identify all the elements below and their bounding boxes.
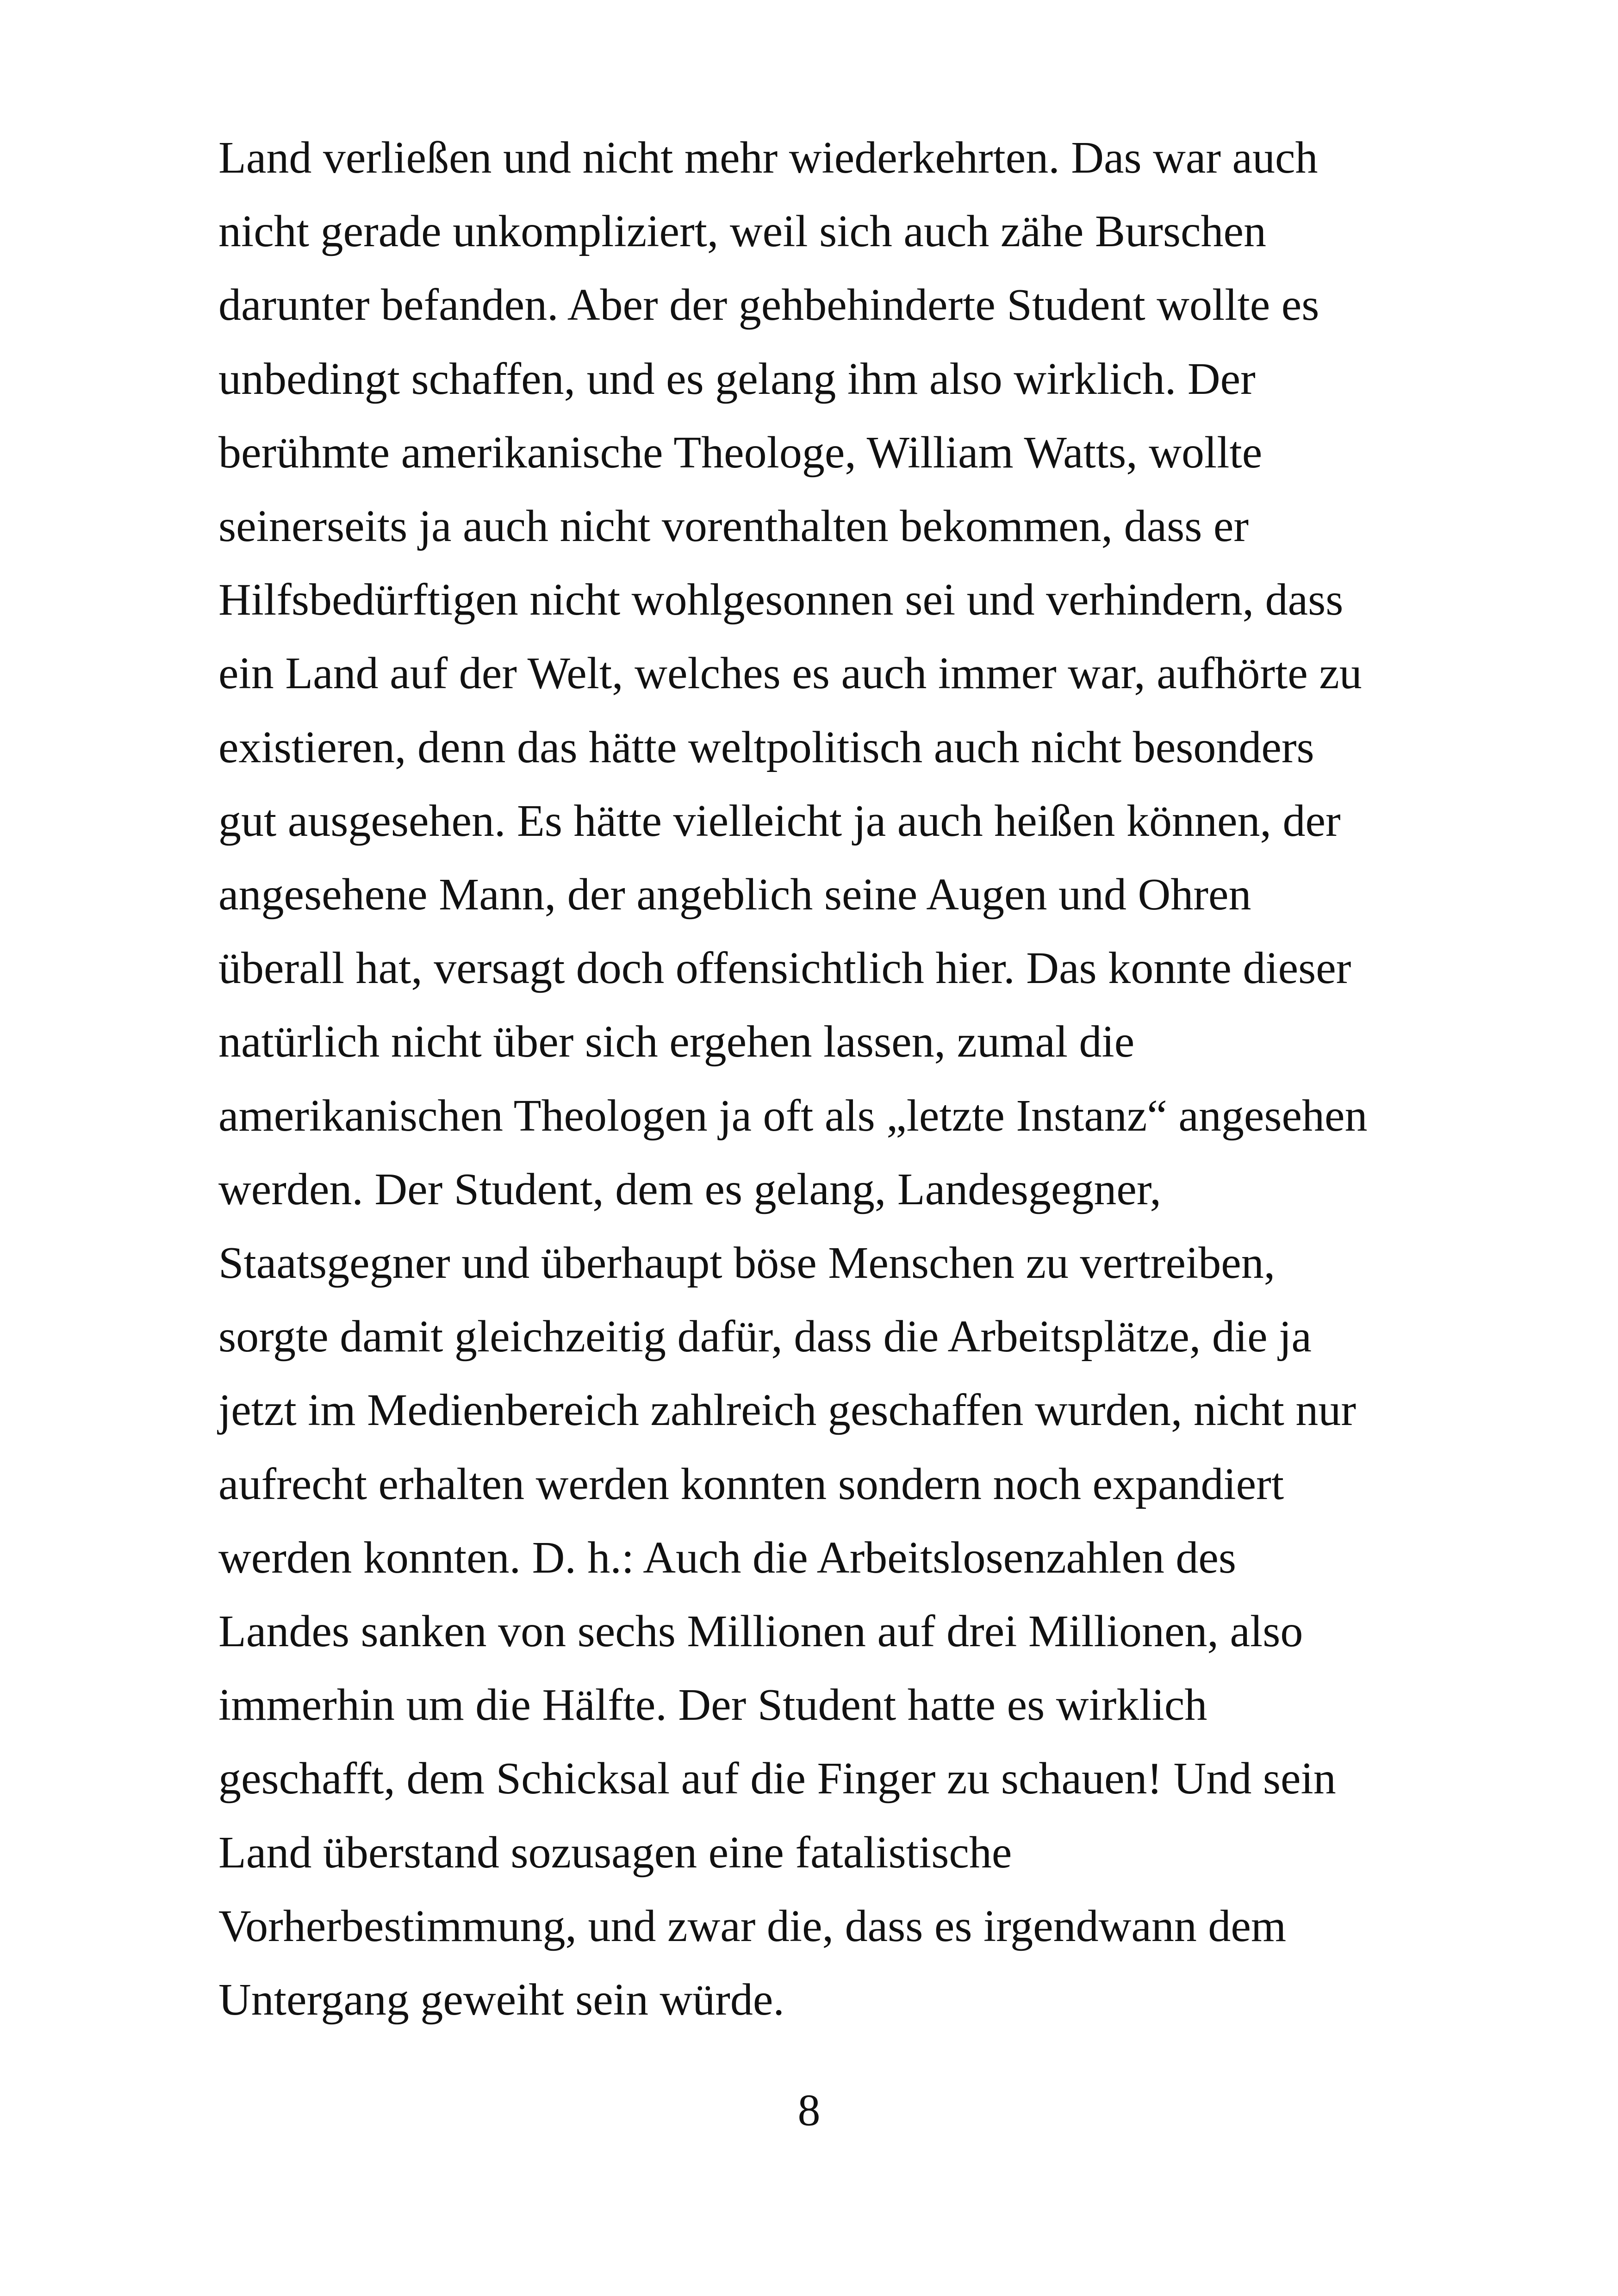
text-line: Untergang geweiht sein würde. xyxy=(218,1975,784,2025)
text-line: Hilfsbedürftigen nicht wohlgesonnen sei und verhindern, dass xyxy=(218,575,1344,625)
text-line: Landes sanken von sechs Millionen auf drei Millionen, also xyxy=(218,1606,1303,1657)
text-line: unbedingt schaffen, und es gelang ihm also wirklich. Der xyxy=(218,354,1256,404)
text-line: jetzt im Medienbereich zahlreich geschaffen wurden, nicht nur xyxy=(218,1385,1357,1436)
text-line: seinerseits ja auch nicht vorenthalten bekommen, dass er xyxy=(218,501,1249,552)
text-line: Vorherbestimmung, und zwar die, dass es irgendwann dem xyxy=(218,1901,1287,1951)
text-line: gut ausgesehen. Es hätte vielleicht ja auch heißen können, der xyxy=(218,796,1341,846)
text-line: Land überstand sozusagen eine fatalistische xyxy=(218,1827,1012,1878)
text-line: geschafft, dem Schicksal auf die Finger zu schauen! Und sein xyxy=(218,1754,1336,1804)
text-line: angesehene Mann, der angeblich seine Augen und Ohren xyxy=(218,870,1251,920)
text-line: immerhin um die Hälfte. Der Student hatte es wirklich xyxy=(218,1680,1207,1730)
text-line: Land verließen und nicht mehr wiederkehrten. Das war auch xyxy=(218,133,1318,183)
text-line: überall hat, versagt doch offensichtlich hier. Das konnte dieser xyxy=(218,943,1351,994)
page-number: 8 xyxy=(797,2085,821,2135)
text-line: sorgte damit gleichzeitig dafür, dass die Arbeitsplätze, die ja xyxy=(218,1312,1312,1362)
text-line: berühmte amerikanische Theologe, William Watts, wollte xyxy=(218,427,1263,478)
text-line: ein Land auf der Welt, welches es auch immer war, aufhörte zu xyxy=(218,648,1362,699)
text-line: natürlich nicht über sich ergehen lassen, zumal die xyxy=(218,1017,1135,1067)
text-line: amerikanischen Theologen ja oft als „letzte Instanz“ angesehen xyxy=(218,1090,1368,1141)
text-line: werden. Der Student, dem es gelang, Landesgegner, xyxy=(218,1164,1162,1214)
text-line: existieren, denn das hätte weltpolitisch auch nicht besonders xyxy=(218,722,1314,772)
text-line: aufrecht erhalten werden konnten sondern noch expandiert xyxy=(218,1459,1284,1509)
text-line: Staatsgegner und überhaupt böse Menschen zu vertreiben, xyxy=(218,1238,1276,1288)
body-text xyxy=(218,121,1431,2037)
text-line: werden konnten. D. h.: Auch die Arbeitslosenzahlen des xyxy=(218,1532,1237,1583)
text-line: darunter befanden. Aber der gehbehinderte Student wollte es xyxy=(218,280,1319,330)
text-line: nicht gerade unkompliziert, weil sich auch zähe Burschen xyxy=(218,206,1267,257)
